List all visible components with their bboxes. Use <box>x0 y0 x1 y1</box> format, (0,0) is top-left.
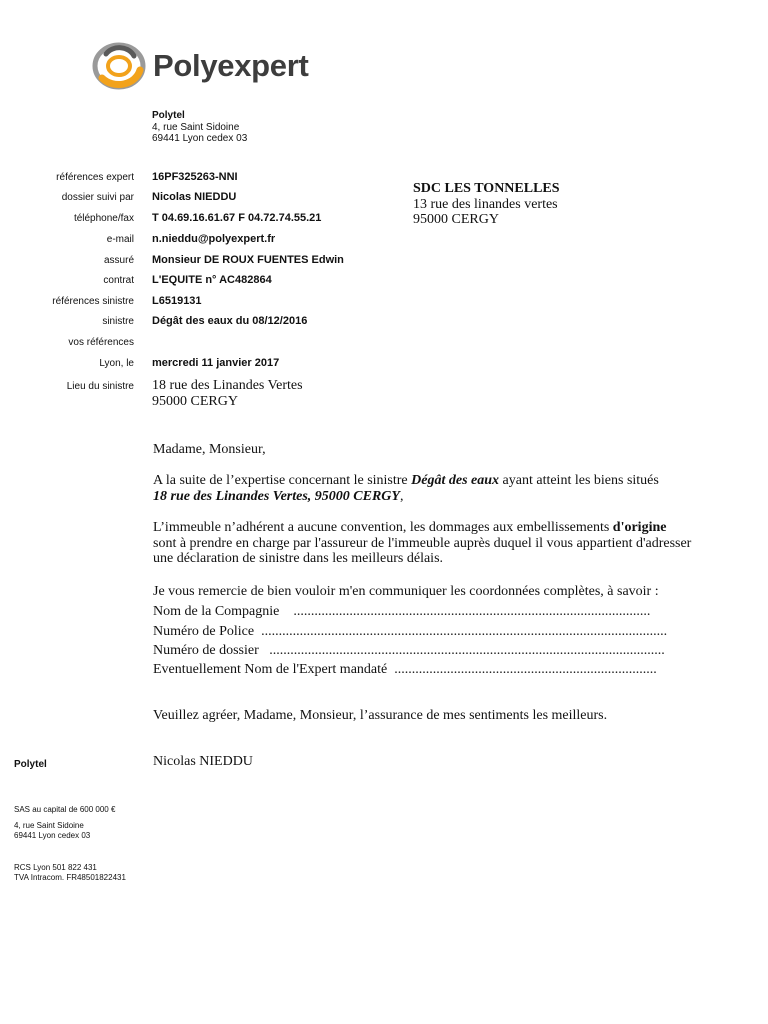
field-dots: .................................................................................................................... <box>261 624 668 639</box>
field-dossier <box>153 643 665 659</box>
sender-street: 4, rue Saint Sidoine <box>152 121 240 133</box>
field-label: Numéro de dossier <box>153 643 259 658</box>
p2-bold: d'origine <box>612 520 667 535</box>
ref-label: Lyon, le <box>99 358 134 369</box>
p1-address: 18 rue des Linandes Vertes, 95000 CERGY <box>153 488 400 504</box>
field-policy <box>153 624 667 640</box>
ref-value: n.nieddu@polyexpert.fr <box>152 233 276 245</box>
field-company <box>153 604 650 620</box>
paragraph-2 <box>153 520 693 567</box>
ref-label: références sinistre <box>52 296 134 307</box>
salutation: Madame, Monsieur, <box>153 442 266 457</box>
ref-label: assuré <box>103 255 134 266</box>
ref-row-phone <box>0 213 768 229</box>
ref-label: téléphone/fax <box>73 213 134 224</box>
footer-company-name: Polytel <box>14 759 47 770</box>
field-label: Numéro de Police <box>153 624 255 639</box>
ref-row-email <box>0 234 768 250</box>
field-label: Nom de la Compagnie <box>153 604 280 619</box>
ref-value: Monsieur DE ROUX FUENTES Edwin <box>152 254 344 266</box>
footer-registration <box>14 863 126 882</box>
ref-row-claim <box>0 316 768 332</box>
recipient-address <box>413 181 560 228</box>
paragraph-3: Je vous remercie de bien vouloir m'en communiquer les coordonnées complètes, à savoir : <box>153 584 659 599</box>
field-dots: ...................................................................................................... <box>293 604 651 619</box>
ref-label: références expert <box>56 172 134 183</box>
ref-row-date <box>0 358 768 374</box>
p2-text-after: sont à prendre en charge par l'assureur de l'immeuble auprès duquel il vous appartient d'adresser une déclaration de sinistre dans les meilleurs délais. <box>153 535 692 566</box>
field-label: Eventuellement Nom de l'Expert mandaté <box>153 662 388 677</box>
paragraph-1 <box>153 473 693 504</box>
recipient-street: 13 rue des linandes vertes <box>413 196 558 212</box>
ref-value: Nicolas NIEDDU <box>152 191 237 203</box>
ref-value: L6519131 <box>152 295 202 307</box>
p2-text: L’immeuble n’adhérent a aucune convention, les dommages aux embellissements <box>153 520 613 535</box>
recipient-city: 95000 CERGY <box>413 212 499 227</box>
footer-rcs: RCS Lyon 501 822 431 <box>14 863 97 872</box>
loss-location <box>152 378 303 410</box>
ref-row-insured <box>0 255 768 271</box>
field-dots: ........................................................................... <box>394 662 657 677</box>
recipient-name: SDC LES TONNELLES <box>413 181 560 196</box>
signature: Nicolas NIEDDU <box>153 754 253 769</box>
polyexpert-logo <box>92 40 332 96</box>
ref-row-dossier <box>0 192 768 208</box>
sender-name: Polytel <box>152 110 185 121</box>
footer-company <box>14 760 47 770</box>
field-dots: ................................................................................................................. <box>269 643 665 658</box>
polyexpert-swirl-icon <box>92 40 148 92</box>
ref-label: contrat <box>103 275 134 286</box>
p1-text-after: ayant atteint les biens situés <box>499 473 659 488</box>
ref-row-contract <box>0 275 768 291</box>
ref-label: vos références <box>68 337 134 348</box>
footer-street: 4, rue Saint Sidoine <box>14 821 84 830</box>
ref-value: Dégât des eaux du 08/12/2016 <box>152 315 308 327</box>
ref-value: L'EQUITE n° AC482864 <box>152 274 272 286</box>
closing: Veuillez agréer, Madame, Monsieur, l’assurance de mes sentiments les meilleurs. <box>153 708 608 723</box>
p1-end: , <box>399 488 404 504</box>
ref-row-your-ref <box>0 337 768 353</box>
sender-address <box>152 110 247 145</box>
footer-tva: TVA Intracom. FR48501822431 <box>14 872 126 882</box>
field-expert <box>153 662 657 678</box>
ref-row-location <box>0 381 768 397</box>
footer-city: 69441 Lyon cedex 03 <box>14 830 91 840</box>
brand-name: Polyexpert <box>153 48 309 83</box>
ref-value: 16PF325263-NNI <box>152 171 238 183</box>
p1-text: A la suite de l’expertise concernant le sinistre <box>153 473 412 488</box>
ref-value: T 04.69.16.61.67 F 04.72.74.55.21 <box>152 212 322 224</box>
ref-label: Lieu du sinistre <box>66 381 134 392</box>
loss-location-line2: 95000 CERGY <box>152 394 238 409</box>
p1-claim: Dégât des eaux <box>411 473 500 488</box>
loss-location-line1: 18 rue des Linandes Vertes <box>152 378 303 393</box>
ref-row-expert <box>0 172 768 188</box>
footer-address <box>14 821 90 840</box>
footer-capital: SAS au capital de 600 000 € <box>14 805 116 814</box>
ref-value: mercredi 11 janvier 2017 <box>152 357 280 369</box>
ref-label: e-mail <box>106 234 134 245</box>
ref-row-claim-ref <box>0 296 768 312</box>
sender-city: 69441 Lyon cedex 03 <box>152 133 248 144</box>
ref-label: sinistre <box>102 316 134 327</box>
ref-label: dossier suivi par <box>61 192 134 203</box>
